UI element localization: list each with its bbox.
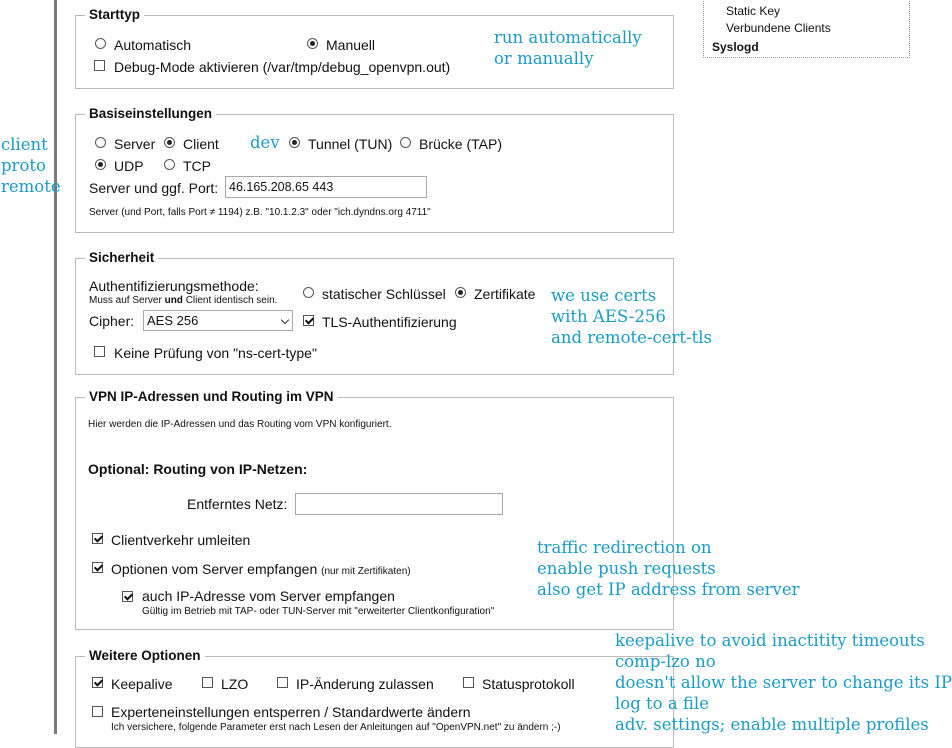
debug-mode-label: Debug-Mode aktivieren (/var/tmp/debug_openvpn.out) [114, 59, 451, 75]
note-dev: dev [250, 133, 280, 152]
expert-settings-label: Experteneinstellungen entsperren / Standardwerte ändern [111, 704, 471, 720]
starttyp-title: Starttyp [85, 7, 144, 22]
note-sicherheit-3: and remote-cert-tls [551, 328, 712, 347]
note-remote: remote [1, 177, 61, 196]
sicherheit-title: Sicherheit [85, 250, 158, 265]
note-weitere-1: keepalive to avoid inactitity timeouts [615, 631, 925, 650]
keepalive-label: Keepalive [111, 676, 173, 692]
redirect-gateway-checkbox[interactable] [92, 533, 103, 544]
mode-server-label: Server [114, 136, 156, 152]
lzo-label: LZO [221, 676, 249, 692]
remote-net-input[interactable] [295, 493, 503, 515]
ip-change-checkbox[interactable] [277, 677, 288, 688]
proto-udp-label: UDP [114, 158, 144, 174]
proto-tcp-radio[interactable] [164, 159, 175, 170]
ns-cert-checkbox[interactable] [94, 346, 105, 357]
ip-change-label: IP-Änderung zulassen [296, 676, 434, 692]
dev-tap-label: Brücke (TAP) [419, 136, 502, 152]
pull-ip-label: auch IP-Adresse vom Server empfangen [142, 588, 395, 604]
tls-auth-checkbox[interactable] [303, 315, 314, 326]
dev-tun-radio[interactable] [289, 137, 300, 148]
tls-auth-label: TLS-Authentifizierung [322, 314, 457, 330]
pull-ip-checkbox[interactable] [122, 591, 133, 602]
mode-server-radio[interactable] [95, 137, 106, 148]
left-divider [54, 0, 57, 734]
basis-title: Basiseinstellungen [85, 106, 216, 121]
note-vpn-1: traffic redirection on [537, 538, 712, 557]
debug-mode-checkbox[interactable] [94, 60, 105, 71]
note-weitere-4: log to a file [615, 694, 709, 713]
ns-cert-label: Keine Prüfung von "ns-cert-type" [114, 345, 317, 361]
start-manual-radio[interactable] [307, 38, 318, 49]
weitere-title: Weitere Optionen [85, 648, 205, 663]
auth-method-label: Authentifizierungsmethode: [89, 278, 259, 294]
note-starttyp-1: run automatically [494, 28, 642, 47]
remote-net-label: Entferntes Netz: [187, 496, 288, 512]
mode-client-label: Client [183, 136, 219, 152]
server-port-input[interactable]: 46.165.208.65 443 [225, 176, 427, 198]
cipher-select-value: AES 256 [147, 313, 199, 328]
keepalive-checkbox[interactable] [92, 677, 103, 688]
proto-tcp-label: TCP [183, 158, 211, 174]
note-client: client [1, 135, 48, 154]
auth-static-label: statischer Schlüssel [322, 286, 446, 302]
sidebar-item-static-key[interactable]: Static Key [726, 4, 781, 18]
server-port-hint: Server (und Port, falls Port ≠ 1194) z.B. "10.1.2.3" oder "ich.dyndns.org 4711" [89, 207, 431, 218]
cipher-select[interactable] [143, 310, 293, 331]
dev-tun-label: Tunnel (TUN) [308, 136, 393, 152]
note-proto: proto [1, 156, 46, 175]
note-sicherheit-1: we use certs [551, 286, 657, 305]
auth-cert-label: Zertifikate [474, 286, 536, 302]
note-vpn-2: enable push requests [537, 559, 716, 578]
sidebar-section-syslogd[interactable]: Syslogd [712, 40, 759, 54]
note-weitere-3: doesn't allow the server to change its IP [615, 673, 952, 692]
note-weitere-2: comp-lzo no [615, 652, 716, 671]
auth-method-sub: Muss auf Server und Client identisch sein. [89, 295, 278, 306]
dev-tap-radio[interactable] [400, 137, 411, 148]
proto-udp-radio[interactable] [95, 159, 106, 170]
status-log-checkbox[interactable] [463, 677, 474, 688]
status-log-label: Statusprotokoll [482, 676, 575, 692]
note-weitere-5: adv. settings; enable multiple profiles [615, 715, 929, 734]
pull-options-checkbox[interactable] [92, 562, 103, 573]
vpn-title: VPN IP-Adressen und Routing im VPN [85, 389, 338, 404]
lzo-checkbox[interactable] [202, 677, 213, 688]
server-port-label: Server und ggf. Port: [89, 180, 219, 196]
pull-ip-sub: Gültig im Betrieb mit TAP- oder TUN-Server mit "erweiterter Clientkonfiguration" [142, 606, 495, 617]
cipher-label: Cipher: [89, 313, 135, 329]
note-sicherheit-2: with AES-256 [551, 307, 666, 326]
mode-client-radio[interactable] [164, 137, 175, 148]
start-auto-label: Automatisch [114, 37, 192, 53]
weitere-fieldset [75, 656, 674, 748]
pull-options-label: Optionen vom Server empfangen (nur mit Zertifikaten) [111, 561, 411, 577]
note-vpn-3: also get IP address from server [537, 580, 800, 599]
auth-static-radio[interactable] [303, 287, 314, 298]
start-manual-label: Manuell [326, 37, 376, 53]
sidebar-item-connected-clients[interactable]: Verbundene Clients [726, 21, 831, 35]
vpn-description: Hier werden die IP-Adressen und das Routing vom VPN konfiguriert. [88, 419, 392, 430]
expert-settings-checkbox[interactable] [92, 706, 103, 717]
start-auto-radio[interactable] [95, 38, 106, 49]
routing-title: Optional: Routing von IP-Netzen: [88, 461, 308, 477]
redirect-gateway-label: Clientverkehr umleiten [111, 532, 251, 548]
auth-cert-radio[interactable] [455, 287, 466, 298]
expert-settings-sub: Ich versichere, folgende Parameter erst nach Lesen der Anleitungen auf "OpenVPN.net" zu ändern ;-) [111, 722, 561, 733]
note-starttyp-2: or manually [494, 49, 594, 68]
chevron-down-icon [281, 316, 289, 324]
